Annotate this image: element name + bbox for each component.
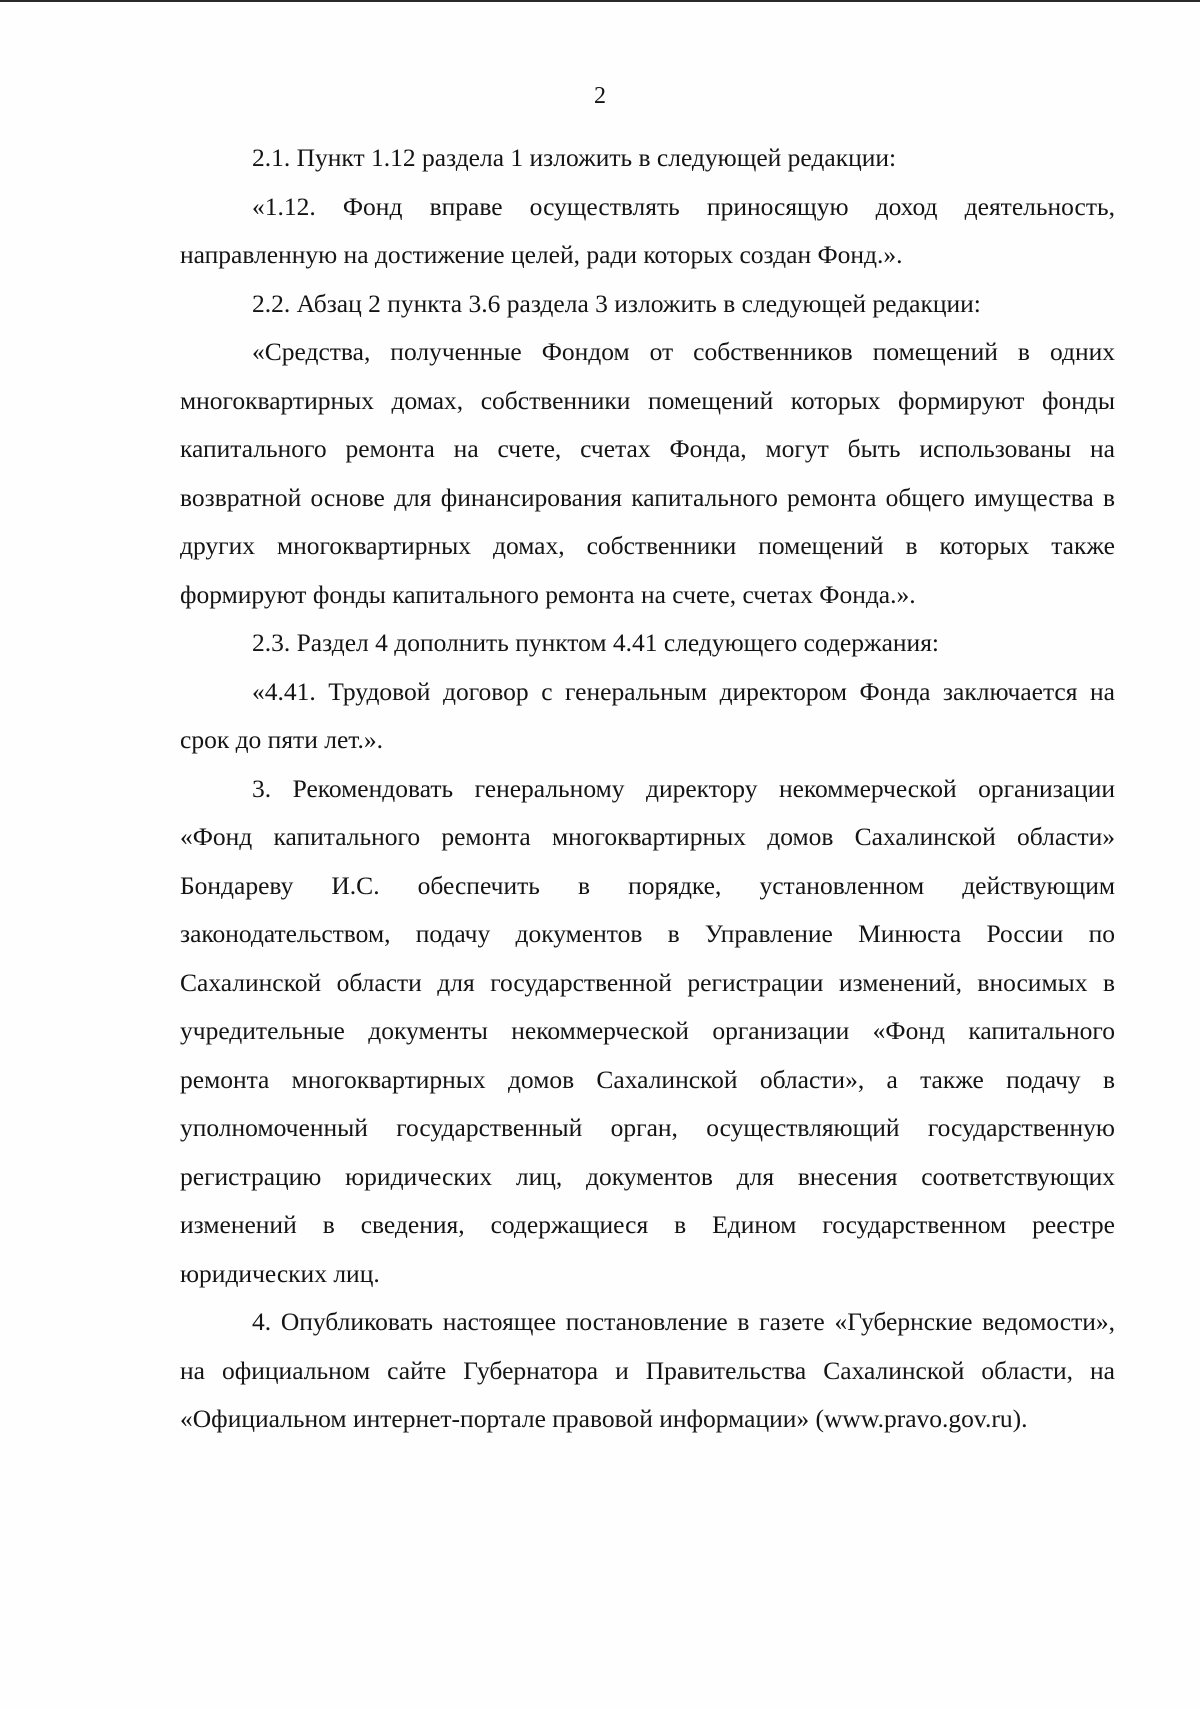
paragraph-2-3: 2.3. Раздел 4 дополнить пунктом 4.41 следующего содержания: — [252, 628, 940, 657]
paragraph-2-3-text: «4.41. Трудовой договор с генеральным директором Фонда заключается на срок до пяти лет.». — [180, 676, 1115, 754]
paragraph-3: 3. Рекомендовать генеральному директору некоммерческой организации «Фонд капитального ремонта многоквартирных домов Сахалинской области» Бондареву И.С. обеспечить в порядке, установленном действующим законодательством, подачу документов в Управление Минюста России по Сахалинской области для государственной регистрации изменений, вносимых в учредительные документы некоммерческой организации «Фонд капитального ремонта многоквартирных домов Сахалинской области», а также подачу в уполномоченный государственный орган, осуществляющий государственную регистрацию юридических лиц, документов для внесения соответствующих изменений в сведения, содержащиеся в Едином государственном реестре юридических лиц. — [180, 773, 1115, 1288]
paragraph-2-1-text: «1.12. Фонд вправе осуществлять приносящую доход деятельность, направленную на достижение целей, ради которых создан Фонд.». — [180, 191, 1115, 269]
paragraph-2-2-text: «Средства, полученные Фондом от собственников помещений в одних многоквартирных домах, собственники помещений которых формируют фонды капитального ремонта на счете, счетах Фонда, могут быть использованы на возвратной основе для финансирования капитального ремонта общего имущества в других многоквартирных домах, собственники помещений в которых также формируют фонды капитального ремонта на счете, счетах Фонда.». — [180, 337, 1115, 609]
page-number: 2 — [594, 83, 606, 109]
page-top-edge — [0, 0, 1200, 2]
document-body — [180, 134, 1115, 1444]
paragraph-4: 4. Опубликовать настоящее постановление в газете «Губернские ведомости», на официальном сайте Губернатора и Правительства Сахалинской области, на «Официальном интернет-портале правовой информации» (www.pravo.gov.ru). — [180, 1307, 1115, 1433]
paragraph-2-2: 2.2. Абзац 2 пункта 3.6 раздела 3 изложить в следующей редакции: — [252, 288, 981, 318]
paragraph-2-1: 2.1. Пункт 1.12 раздела 1 изложить в следующей редакции: — [252, 143, 897, 172]
